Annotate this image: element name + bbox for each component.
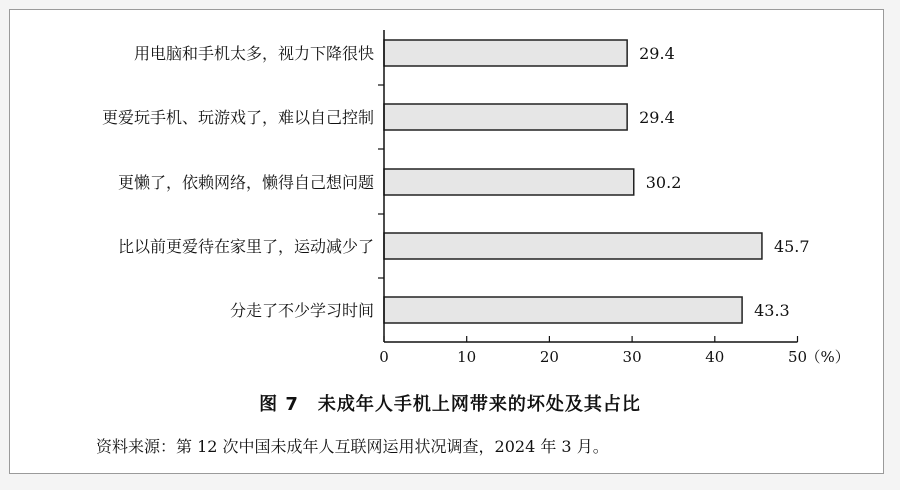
category-label: 比以前更爱待在家里了，运动减少了 (117, 237, 374, 256)
x-tick-label: 30 (622, 348, 642, 366)
x-tick-label: 20 (539, 348, 559, 366)
category-label: 更懒了，依赖网络，懒得自己想问题 (117, 173, 374, 192)
x-tick-label: 0 (379, 348, 389, 366)
bar (384, 104, 627, 130)
figure-title: 图 7 未成年人手机上网带来的坏处及其占比 (259, 394, 641, 415)
bar (384, 233, 762, 259)
bar (384, 169, 634, 195)
x-tick-label: 10 (457, 348, 477, 366)
bar-value-label: 30.2 (645, 173, 682, 192)
category-label: 分走了不少学习时间 (229, 301, 374, 320)
bar (384, 297, 742, 323)
x-axis-unit-label: （%） (805, 348, 850, 366)
category-label: 更爱玩手机、玩游戏了，难以自己控制 (101, 108, 374, 127)
x-tick-label: 50 (787, 348, 808, 366)
bar-value-label: 29.4 (639, 44, 675, 63)
bar-value-label: 45.7 (773, 237, 810, 256)
figure-source: 资料来源：第 12 次中国未成年人互联网运用状况调查，2024 年 3 月。 (96, 437, 609, 456)
bar-value-label: 29.4 (639, 108, 675, 127)
bar-value-label: 43.3 (754, 301, 790, 320)
bar (384, 40, 627, 66)
x-tick-label: 40 (705, 348, 725, 366)
category-label: 用电脑和手机太多，视力下降很快 (133, 44, 374, 63)
bars-layer (102, 40, 810, 323)
